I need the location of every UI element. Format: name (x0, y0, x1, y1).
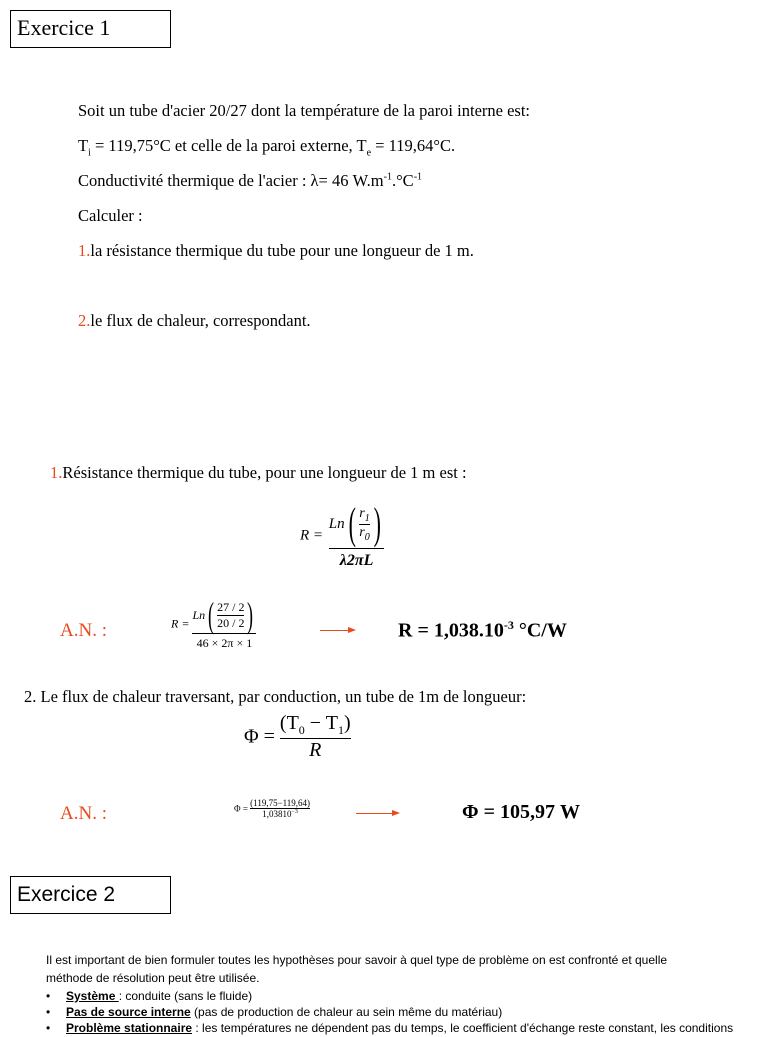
answer-2-heading: 2. Le flux de chaleur traversant, par conduction, un tube de 1m de longueur: (24, 687, 527, 706)
question-2: 2.le flux de chaleur, correspondant. (78, 311, 311, 330)
bullet-item: • Pas de source interne (pas de production de chaleur au sein même du matériau) (46, 1005, 503, 1019)
conductivity-line: Conductivité thermique de l'acier : λ= 46 $W.m^{-1}.^\circ C^{-1}$ (78, 171, 423, 190)
flux-result: Φ = 105,97 W (462, 801, 580, 823)
flux-formula: Φ = $\frac{(T_0 - T_1)}{R}$ (244, 712, 351, 761)
an-label-1: A.N. : (60, 620, 107, 641)
exercise2-intro-line-2: méthode de résolution peut être utilisée. (46, 971, 260, 985)
exercise2-intro-line-1: Il est important de bien formuler toutes les hypothèses pour savoir à quel type de problème on est confronté et quelle (46, 953, 668, 967)
temperature-line: $T_i = 119,75^\circ C$ et celle de la paroi externe, $T_e = 119,64^\circ C$. (78, 136, 456, 159)
exercise1-title: Exercice 1 (10, 10, 171, 48)
resistance-result: $R = 1,038.10^{-3}$ °C/W (398, 618, 567, 642)
an-label-2: A.N. : (60, 803, 107, 824)
bullet-item: • Problème stationnaire : les températures ne dépendent pas du temps, le coefficient d'échange reste constant, les conditions (46, 1021, 734, 1035)
arrow-1 (320, 630, 354, 631)
bullet-item: • Système : conduite (sans le fluide) (46, 989, 253, 1003)
question-1: 1.la résistance thermique du tube pour une longueur de 1 m. (78, 241, 474, 260)
arrow-2 (356, 813, 398, 814)
calculate-label: Calculer : (78, 206, 143, 225)
answer-1-heading: 1.Résistance thermique du tube, pour une longueur de 1 m est : (50, 463, 467, 482)
flux-numeric-formula: Φ = $\frac{(119,75-119,64)}{1,03810^{-3}}$ (234, 798, 311, 819)
exercise1-intro: Soit un tube d'acier 20/27 dont la température de la paroi interne est: (78, 101, 530, 120)
exercise2-title: Exercice 2 (10, 876, 171, 914)
resistance-numeric-formula: R = Ln ( $\frac{27 / 2}{20 / 2}$ ) 46 × 2π × 1 (171, 597, 256, 651)
resistance-formula: R = Ln ( $\frac{r_1}{r_0}$ ) λ2πL (300, 502, 384, 570)
